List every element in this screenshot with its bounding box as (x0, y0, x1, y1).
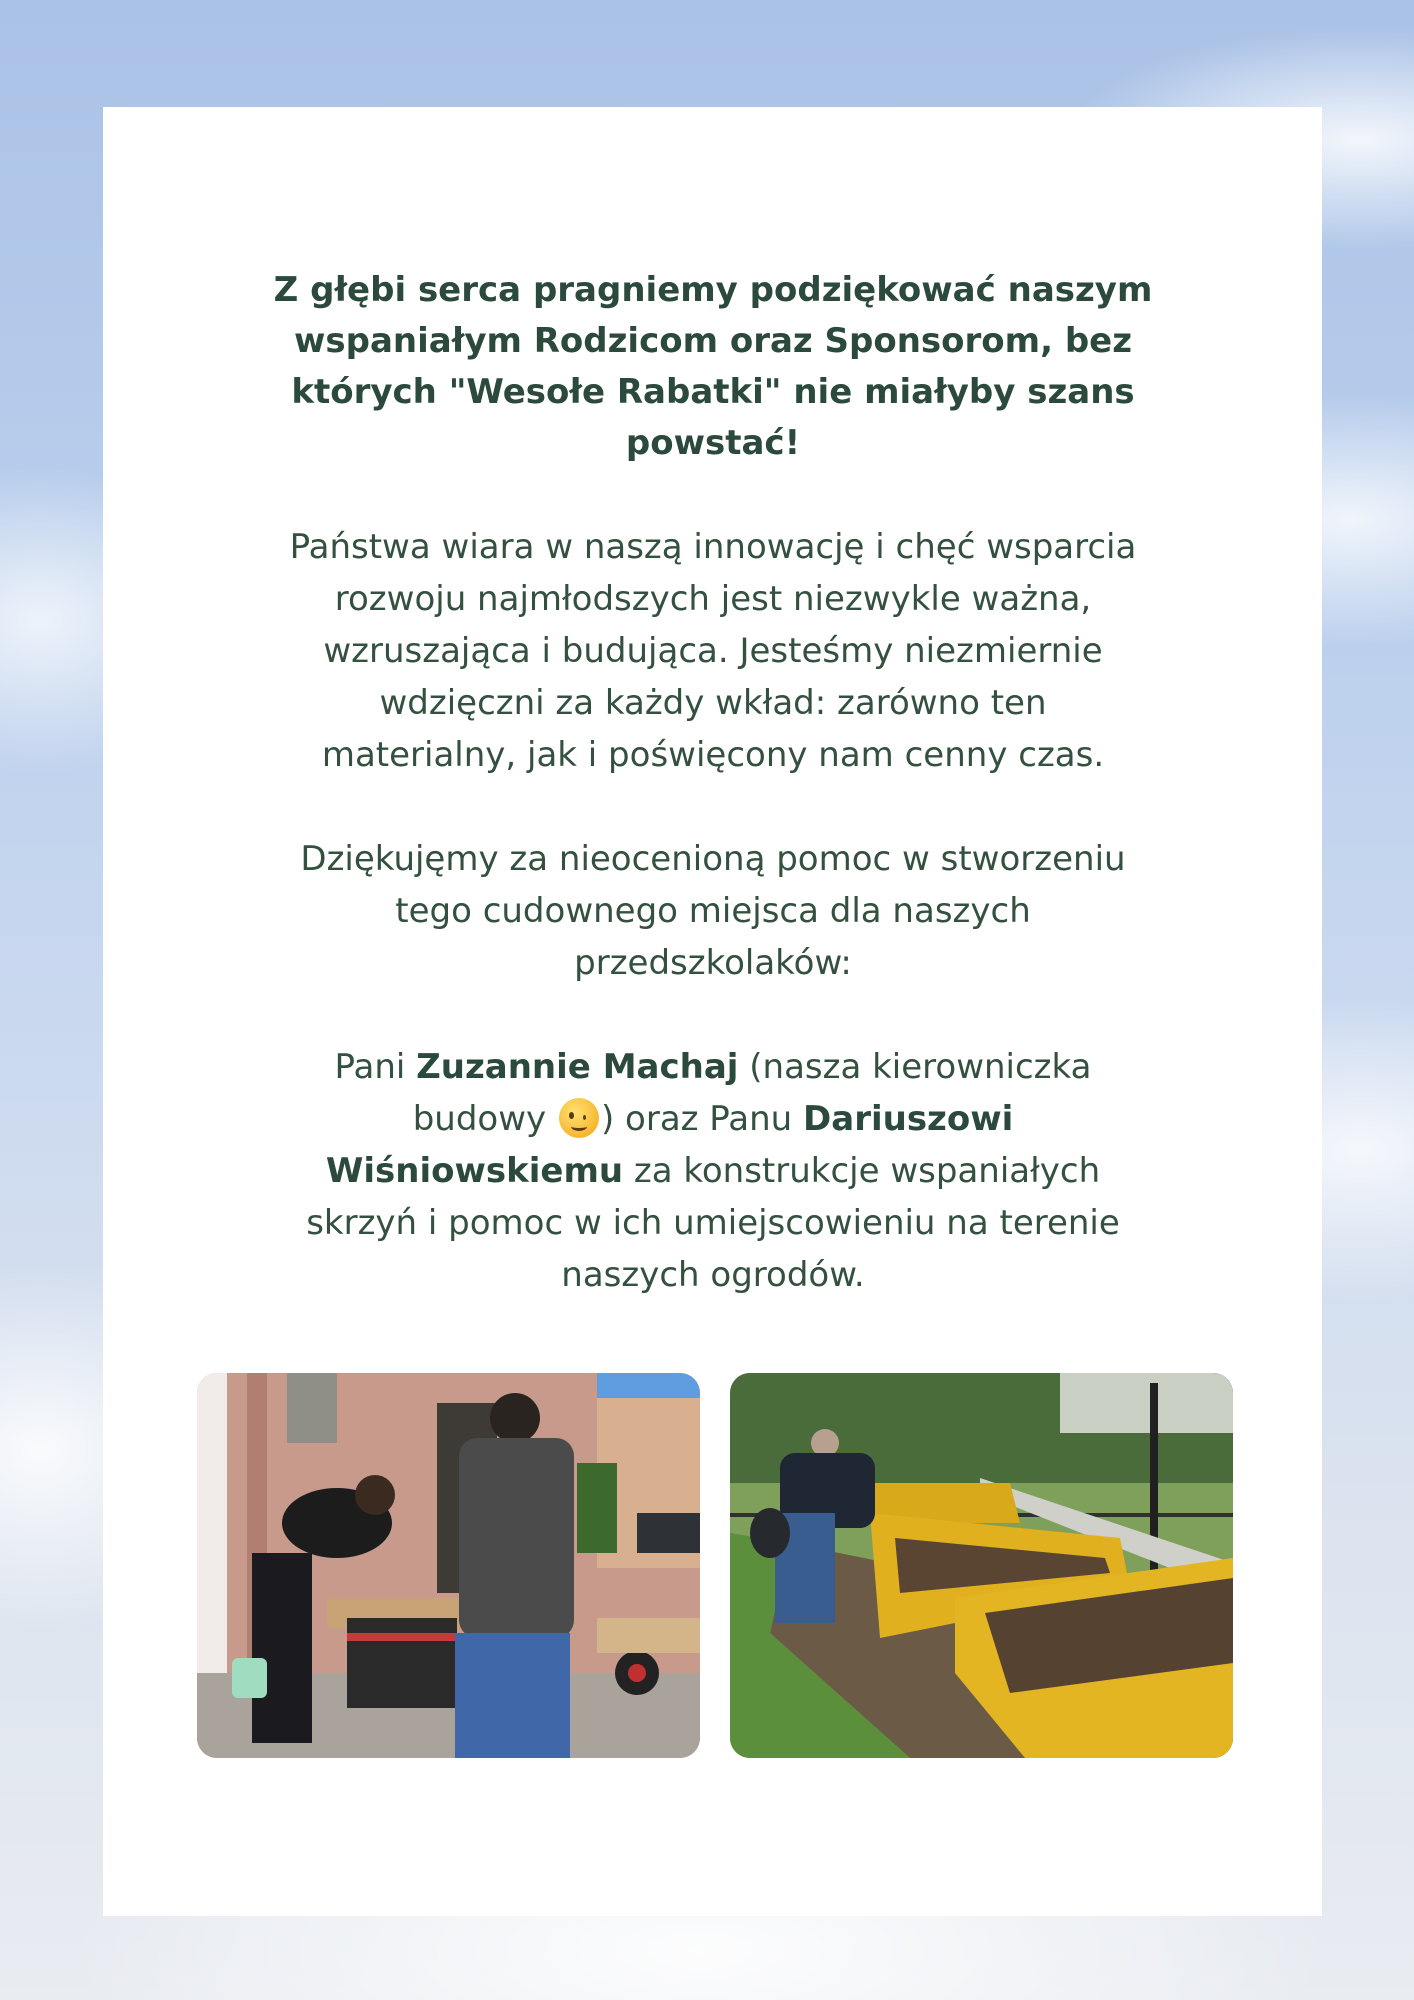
heading-line: których "Wesołe Rabatki" nie miałyby szans (291, 372, 1135, 412)
paragraph-gratitude (263, 521, 1163, 781)
text-fragment: za konstrukcje wspaniałych (633, 1151, 1101, 1191)
name-zuzanna: Zuzannie Machaj (416, 1047, 739, 1087)
text-pani: Pani (334, 1047, 406, 1087)
photo-garden-beds (730, 1373, 1233, 1758)
thank-you-text (263, 265, 1163, 1301)
paragraph-line: rozwoju najmłodszych jest niezwykle ważna, (334, 579, 1092, 619)
paragraph-line: Państwa wiara w naszą innowację i chęć wsparcia (289, 527, 1137, 567)
text-fragment: skrzyń i pomoc w ich umiejscowieniu na terenie (306, 1203, 1120, 1243)
text-fragment: budowy (412, 1099, 547, 1139)
paragraph-line: Dziękujęmy za nieocenioną pomoc w stworzeniu (300, 839, 1126, 879)
text-fragment: naszych ogrodów. (561, 1255, 865, 1295)
name-dariusz: Dariuszowi (803, 1099, 1014, 1139)
text-fragment: (nasza kierowniczka (749, 1047, 1092, 1087)
paragraph-line: wzruszająca i budująca. Jesteśmy niezmiernie (323, 631, 1103, 671)
heading-line: wspaniałym Rodzicom oraz Sponsorom, bez (293, 321, 1133, 361)
paragraph-line: materialny, jak i poświęcony nam cenny czas. (321, 735, 1105, 775)
paragraph-thanks (263, 833, 1163, 989)
paragraph-line: tego cudownego miejsca dla naszych (395, 891, 1031, 931)
name-dariusz-surname: Wiśniowskiemu (325, 1151, 624, 1191)
heading (263, 265, 1163, 469)
heading-line: powstać! (625, 423, 801, 463)
paragraph-line: wdzięczni za każdy wkład: zarówno ten (379, 683, 1047, 723)
workshop-illustration (197, 1373, 700, 1758)
paragraph-line: przedszkolaków: (574, 943, 852, 983)
paragraph-acknowledgement (263, 1041, 1163, 1301)
garden-beds-illustration (730, 1373, 1233, 1758)
text-fragment: ) oraz Panu (600, 1099, 793, 1139)
heading-line: Z głębi serca pragniemy podziękować naszym (273, 270, 1153, 310)
winking-face-icon (559, 1098, 599, 1138)
content-card (103, 107, 1322, 1916)
photo-workshop (197, 1373, 700, 1758)
